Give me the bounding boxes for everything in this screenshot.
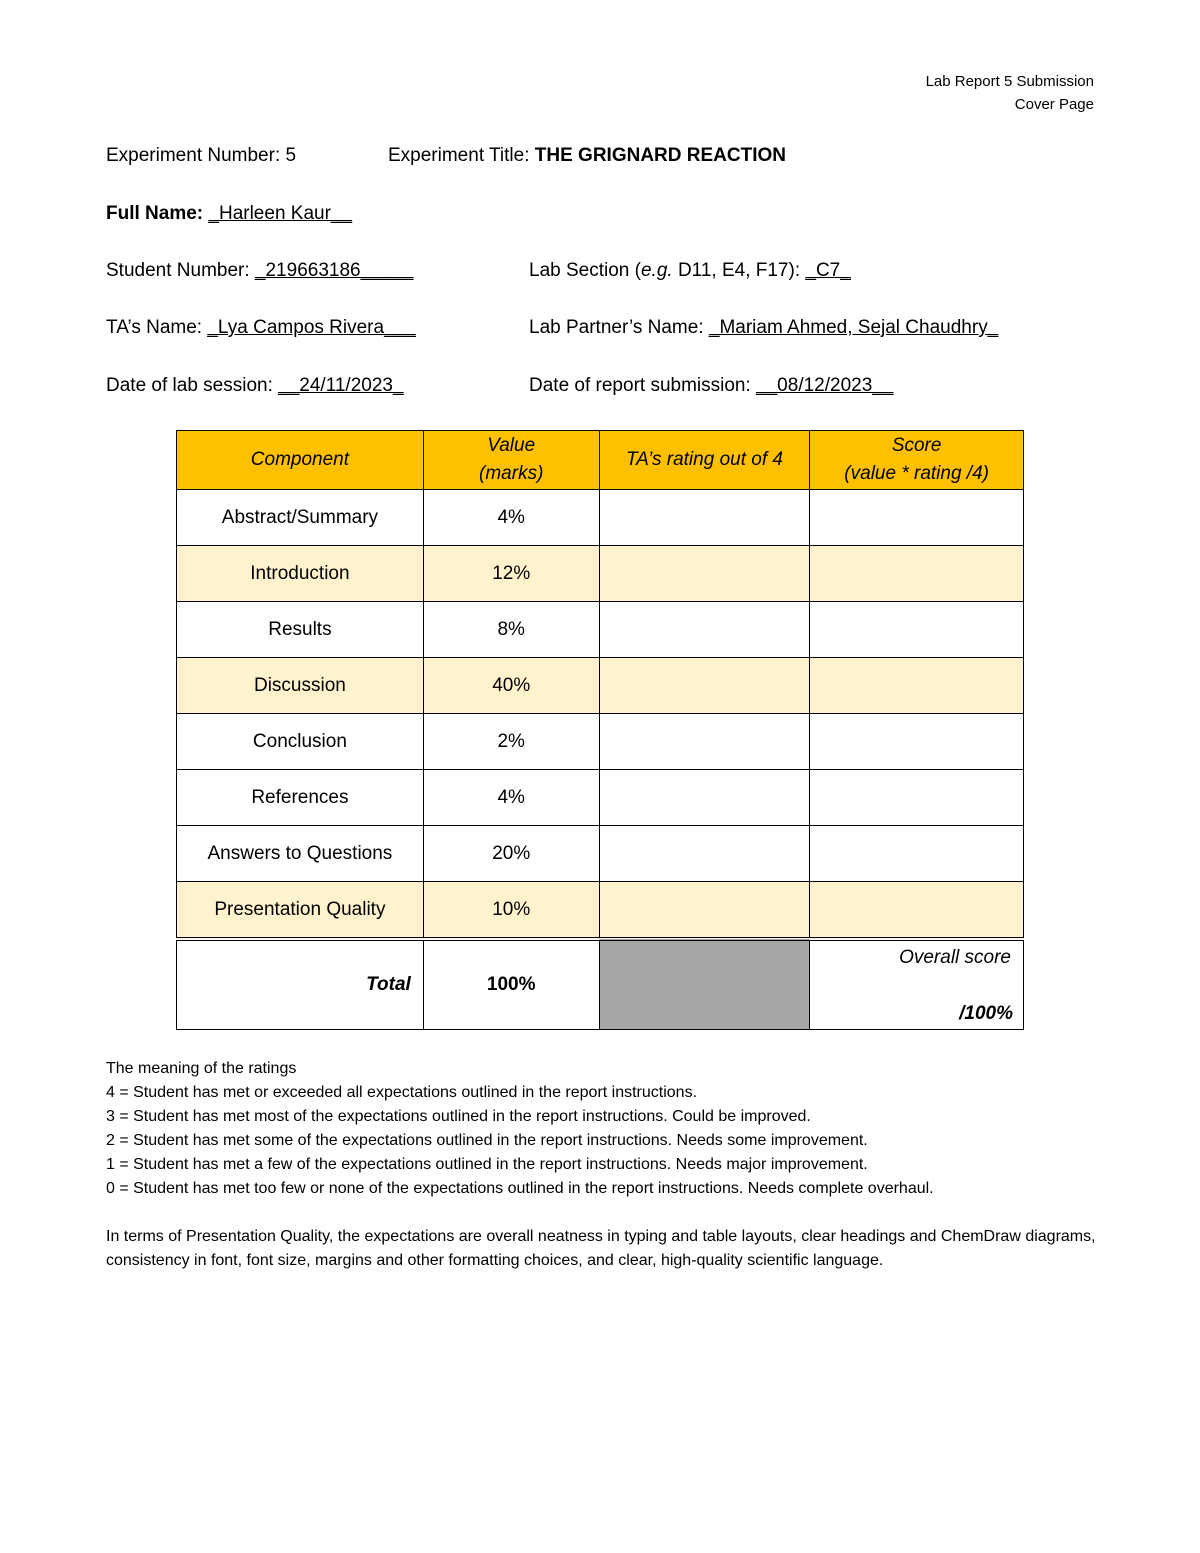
table-header-row <box>177 431 1024 490</box>
total-value: 100% <box>423 939 599 1030</box>
table-row: Presentation Quality 10% <box>177 882 1024 940</box>
score-cell <box>810 658 1024 714</box>
full-name-field: Full Name: _Harleen Kaur__ <box>106 203 353 224</box>
rating-cell <box>599 546 810 602</box>
rating-cell <box>599 770 810 826</box>
rating-line: 4 = Student has met or exceeded all expectations outlined in the report instructions. <box>106 1084 698 1101</box>
rating-cell <box>599 658 810 714</box>
overall-score-label: Overall score <box>899 947 1011 968</box>
score-cell <box>810 546 1024 602</box>
header-rating: TA’s rating out of 4 <box>599 431 810 490</box>
header-score: Score (value * rating /4) <box>810 431 1024 490</box>
overall-score-cell <box>810 939 1024 1030</box>
presentation-note: In terms of Presentation Quality, the expectations are overall neatness in typing and table layouts, clear headings and ChemDraw diagrams, consistency in font, font size, margins and other formatting choices, and clear, high-quality scientific language. <box>106 1228 1096 1269</box>
header-line-1: Lab Report 5 Submission <box>925 73 1094 90</box>
table-row: References 4% <box>177 770 1024 826</box>
rating-cell <box>599 714 810 770</box>
date-session-value: __24/11/2023_ <box>278 375 404 396</box>
score-cell <box>810 770 1024 826</box>
total-label: Total <box>177 939 424 1030</box>
rating-line: 3 = Student has met most of the expectations outlined in the report instructions. Could be improved. <box>106 1108 811 1125</box>
rating-cell <box>599 490 810 546</box>
rating-cell <box>599 826 810 882</box>
lab-partner-field: Lab Partner’s Name: _Mariam Ahmed, Sejal Chaudhry_ <box>529 317 999 338</box>
grading-table <box>176 430 1024 1030</box>
full-name-value: _Harleen Kaur__ <box>208 203 353 224</box>
table-row: Abstract/Summary 4% <box>177 490 1024 546</box>
rating-line: 0 = Student has met too few or none of the expectations outlined in the report instructions. Needs complete overhaul. <box>106 1180 934 1197</box>
score-cell <box>810 714 1024 770</box>
student-number-value: _219663186_____ <box>254 260 414 281</box>
rating-cell <box>599 882 810 940</box>
header-line-2: Cover Page <box>1014 96 1094 113</box>
header-component: Component <box>177 431 424 490</box>
rating-line: 2 = Student has met some of the expectations outlined in the report instructions. Needs some improvement. <box>106 1132 868 1149</box>
table-row: Discussion 40% <box>177 658 1024 714</box>
ta-name-field: TA’s Name: _Lya Campos Rivera___ <box>106 317 416 338</box>
lab-partner-value: _Mariam Ahmed, Sejal Chaudhry_ <box>708 317 999 338</box>
student-number-field: Student Number: _219663186_____ <box>106 260 414 281</box>
score-cell <box>810 490 1024 546</box>
gray-cell <box>599 939 810 1030</box>
experiment-title-value: THE GRIGNARD REACTION <box>534 145 787 166</box>
score-cell <box>810 602 1024 658</box>
page-header <box>926 70 1094 116</box>
experiment-number: Experiment Number: 5 <box>106 145 297 166</box>
date-submission-value: __08/12/2023__ <box>756 375 894 396</box>
total-row <box>177 939 1024 1030</box>
lab-section-value: _C7_ <box>805 260 851 281</box>
date-submission-field: Date of report submission: __08/12/2023__ <box>529 375 894 396</box>
ratings-legend <box>106 1057 1096 1273</box>
ta-name-value: _Lya Campos Rivera___ <box>207 317 416 338</box>
date-session-field: Date of lab session: __24/11/2023_ <box>106 375 404 396</box>
table-row: Conclusion 2% <box>177 714 1024 770</box>
ratings-title: The meaning of the ratings <box>106 1060 297 1077</box>
lab-section-field: Lab Section (e.g. D11, E4, F17): _C7_ <box>529 260 851 281</box>
experiment-title: Experiment Title: THE GRIGNARD REACTION <box>388 145 787 166</box>
table-row: Results 8% <box>177 602 1024 658</box>
rating-line: 1 = Student has met a few of the expectations outlined in the report instructions. Needs major improvement. <box>106 1156 868 1173</box>
table-row: Introduction 12% <box>177 546 1024 602</box>
header-value: Value (marks) <box>423 431 599 490</box>
table-row: Answers to Questions 20% <box>177 826 1024 882</box>
score-cell <box>810 882 1024 940</box>
score-cell <box>810 826 1024 882</box>
overall-score-fraction: /100% <box>959 1003 1013 1024</box>
rating-cell <box>599 602 810 658</box>
